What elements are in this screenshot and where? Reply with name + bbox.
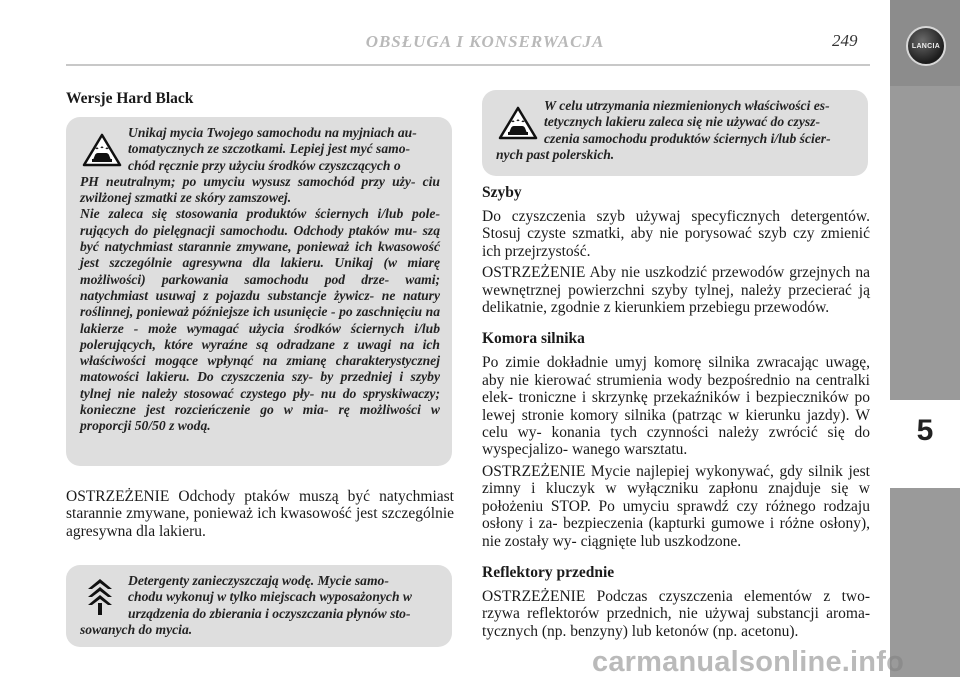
- section-heading-engine-bay: Komora silnika: [482, 330, 585, 348]
- header-divider: [66, 64, 870, 66]
- running-header-title: OBSŁUGA I KONSERWACJA: [365, 32, 605, 51]
- warning-line-1: Unikaj mycia Twojego samochodu na myjniach au-: [128, 125, 417, 140]
- env-text-rest: sowanych do mycia.: [80, 621, 193, 637]
- headlights-paragraph-1: OSTRZEŻENIE Podczas czyszczenia elementów z two- rzywa reflektorów przednich, nie używaj substancji aroma- tycznych (np. benzyny) lub ketonów (np. acetonu).: [482, 587, 870, 640]
- engine-bay-paragraph-1: Po zimie dokładnie umyj komorę silnika zwracając uwagę, aby nie kierować strumienia wody bezpośrednio na centralki elek- troniczne i skrzynkę przekaźników i bezpieczników po lewej stronie komory silnika (patrząc w kierunku jazdy). W celu wy- konania tych czynności należy zwrócić się do wyspecjalizo- wanego warsztatu.: [482, 354, 870, 459]
- warning-line-2: tomatycznych ze szczotkami. Lepiej jest myć samo-: [128, 141, 411, 157]
- windows-paragraph-1: Do czyszczenia szyb używaj specyficznych detergentów. Stosuj czyste szmatki, aby nie porysować szyb czy zmienić ich przejrzystość.: [482, 208, 870, 260]
- windows-paragraph-2: OSTRZEŻENIE Aby nie uszkodzić przewodów grzejnych na wewnętrznej powierzchni szyby tylnej, należy przecierać ją delikatnie, zgodnie z kierunkiem przebiegu przewodów.: [482, 264, 870, 317]
- right-warning-line-2: tetycznych lakieru zaleca się nie używać do czysz-: [544, 114, 820, 130]
- warning-line-3: chód ręcznie przy użyciu środków czyszczących o: [128, 157, 401, 173]
- section-heading-windows: Szyby: [482, 184, 522, 201]
- page-number: 249: [832, 31, 858, 50]
- car-wash-warning-icon: [82, 133, 122, 167]
- environment-recycle-icon: [86, 577, 114, 617]
- chapter-sidebar: [890, 0, 960, 677]
- watermark: carmanualsonline.info: [592, 646, 904, 678]
- caution-paragraph-bird-droppings: OSTRZEŻENIE Odchody ptaków muszą być natychmiast starannie zmywane, ponieważ ich kwasowość jest szczególnie agresywna dla lakieru.: [66, 488, 454, 540]
- warning-box-left: [66, 117, 452, 466]
- chapter-number: 5: [916, 414, 934, 447]
- engine-bay-paragraph-2: OSTRZEŻENIE Mycie najlepiej wykonywać, gdy silnik jest zimny i kluczyk w wyłączniku zapłonu znajduje się w położeniu STOP. Po umyciu sprawdź czy różnego rodzaju osłony i za- bezpieczenia (kapturki gumowe i różne osłony), nie zostały wy- ciągnięte lub uszkodzone.: [482, 462, 870, 550]
- warning-box-right: [482, 90, 868, 176]
- env-line-1: Detergenty zanieczyszczają wodę. Mycie samo-: [128, 573, 389, 588]
- warning-text-paragraph-2: Nie zaleca się stosowania produktów ściernych i/lub pole- rujących do pielęgnacji samochodu. Odchody ptaków mu- szą być natychmiast starannie zmywane, ponieważ ich kwasowość jest szczególnie agresywna dla lakieru. Unikaj (w miarę możliwości) parkowania samochodu pod drze- wami; natychmiast usuwaj z pojazdu substancje żywicz- ne natury roślinnej, ponieważ późniejsze ich usunięcie - po zaschnięciu na lakierze - może wymagać użycia środków ściernych i/lub polerujących, które wyraźne są odradzane z uwagi na ich właściwości mogące wpłynąć na zmianę charakterystycznej matowości lakieru. Do czyszczenia szy- by przedniej i szyby tylnej nie należy stosować czystego pły- nu do spryskiwaczy; konieczne jest rozcieńczenie go w mia- rę możliwości w proporcji 50/50 z wodą.: [80, 206, 440, 434]
- env-line-3: urządzenia do zbierania i oczyszczania płynów sto-: [128, 605, 411, 621]
- section-heading-headlights: Reflektory przednie: [482, 563, 615, 581]
- environment-box: [66, 565, 452, 647]
- section-heading-hard-black: Wersje Hard Black: [66, 90, 194, 107]
- logo-text: LANCIA: [911, 42, 941, 50]
- right-sections: [482, 184, 870, 640]
- right-warning-line-1: W celu utrzymania niezmienionych właściwości es-: [544, 98, 830, 113]
- env-line-2: chodu wykonuj w tylko miejscach wyposażonych w: [128, 589, 412, 605]
- car-wash-warning-icon: [498, 106, 538, 140]
- warning-text-rest: PH neutralnym; po umyciu wysusz samochód przy uży- ciu zwilżonej szmatki ze skóry zamszowej.: [80, 173, 440, 206]
- lancia-logo-icon: [906, 26, 946, 66]
- right-warning-line-3: czenia samochodu produktów ściernych i/lub ścier-: [544, 130, 831, 146]
- right-warning-text-rest: nych past polerskich.: [496, 146, 615, 162]
